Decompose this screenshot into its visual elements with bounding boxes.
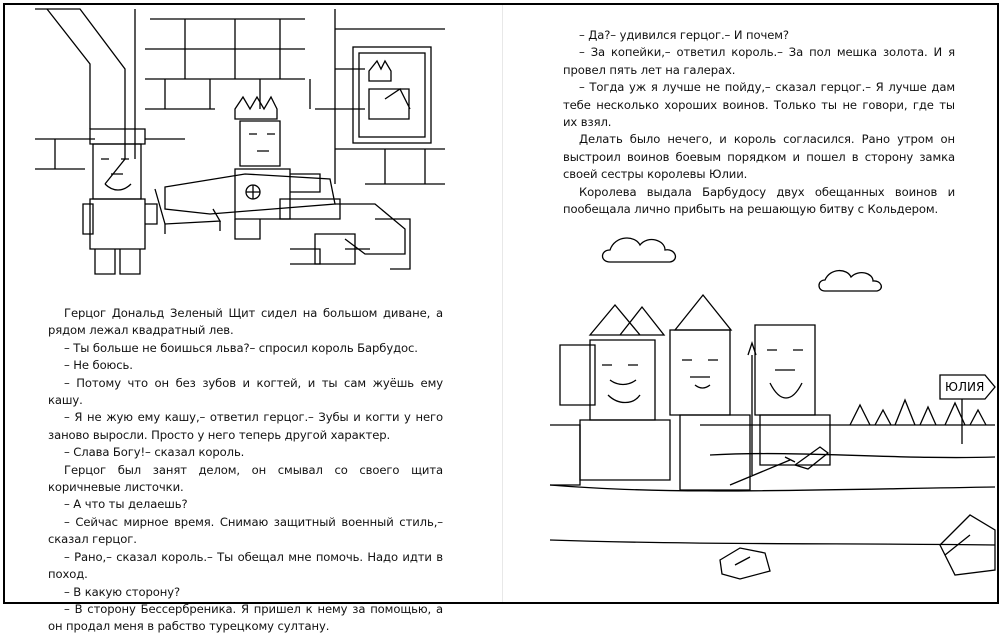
signpost-label: ЮЛИЯ <box>945 380 985 394</box>
throne-room-illustration <box>35 9 445 284</box>
left-paragraph-2: – Ты больше не боишься льва?– спросил король Барбудос. <box>64 340 418 355</box>
left-paragraph-11: – В какую сторону? <box>64 584 181 599</box>
warriors-icon <box>550 225 995 597</box>
right-paragraph-2: – За копейки,– ответил король.– За пол мешка золота. И я провел пять лет на галерах. <box>563 45 955 77</box>
cloud-icon <box>603 238 676 262</box>
left-paragraph-3: – Не боюсь. <box>64 358 133 373</box>
right-page-text <box>563 27 955 218</box>
throne-room-icon <box>35 9 445 284</box>
page-gutter <box>502 5 503 602</box>
left-paragraph-1: Герцог Дональд Зеленый Щит сидел на большом диване, а рядом лежал квадратный лев. <box>48 306 443 338</box>
left-paragraph-6: – Слава Богу!– сказал король. <box>64 445 245 460</box>
left-paragraph-5: – Я не жую ему кашу,– ответил герцог.– Зубы и когти у него заново выросли. Просто у него теперь другой характер. <box>48 410 443 442</box>
cloud-icon-2 <box>819 271 881 291</box>
right-paragraph-4: Делать было нечего, и король согласился. Рано утром он выстроил воинов боевым порядком и пошел в сторону замка своей сестры королевы Юлии. <box>563 132 955 182</box>
left-paragraph-8: – А что ты делаешь? <box>64 497 188 512</box>
right-paragraph-3: – Тогда уж я лучше не пойду,– сказал герцог.– Я лучше дам тебе несколько хороших воинов. Только ты не говори, где ты их взял. <box>563 80 955 130</box>
left-paragraph-4: – Потому что он без зубов и когтей, и ты сам жуёшь ему кашу. <box>48 375 443 408</box>
left-paragraph-12: – В сторону Бессербреника. Я пришел к нему за помощью, а он продал меня в рабство турецкому султану. <box>48 601 443 634</box>
warriors-illustration <box>550 225 995 597</box>
right-paragraph-1: – Да?– удивился герцог.– И почем? <box>579 28 789 42</box>
left-page-text <box>48 305 443 636</box>
right-paragraph-5: Королева выдала Барбудосу двух обещанных воинов и пообещала лично прибыть на решающую битву с Кольдером. <box>563 184 955 217</box>
left-paragraph-9: – Сейчас мирное время. Снимаю защитный военный стиль,– сказал герцог. <box>48 514 443 547</box>
book-spread <box>3 3 999 634</box>
left-paragraph-7: Герцог был занят делом, он смывал со своего щита коричневые листочки. <box>48 462 443 495</box>
left-paragraph-10: – Рано,– сказал король.– Ты обещал мне помочь. Надо идти в поход. <box>48 549 443 582</box>
